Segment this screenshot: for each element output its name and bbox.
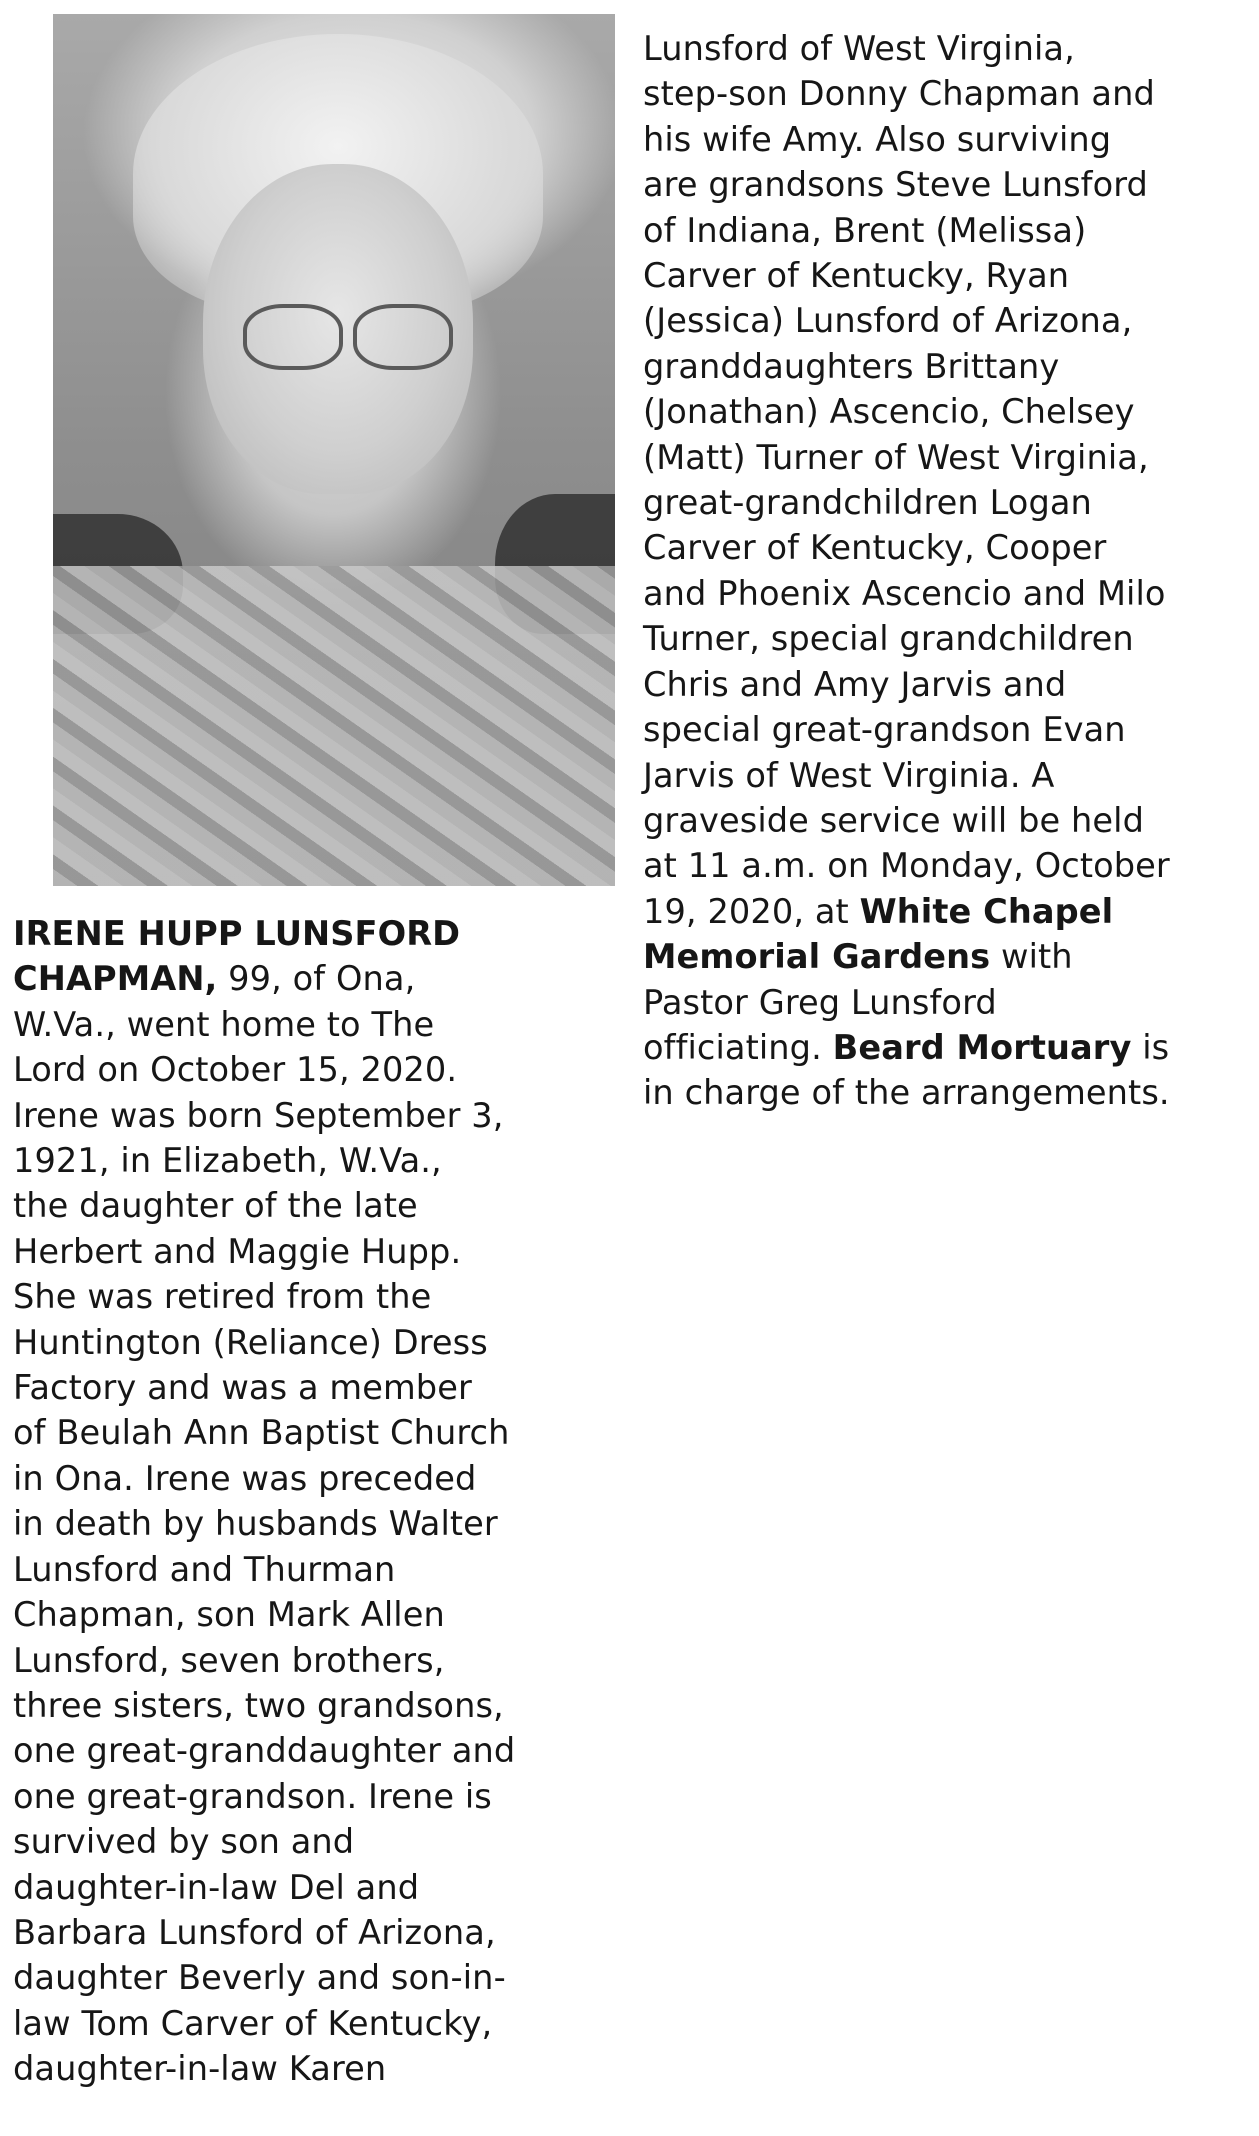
photo-glasses-left xyxy=(243,304,343,370)
obituary-body-right-3: is in charge of the arrangements. xyxy=(643,1027,1170,1113)
cemetery-name: White Chapel Memorial Gardens xyxy=(643,891,1114,977)
decedent-name: IRENE HUPP LUNSFORD CHAPMAN, xyxy=(13,914,461,999)
left-column xyxy=(13,14,583,2092)
photo-glasses-right xyxy=(353,304,453,370)
obituary-text-right xyxy=(643,26,1255,1116)
photo-clothing xyxy=(53,566,615,886)
obituary-text-left xyxy=(13,911,583,2092)
mortuary-name: Beard Mortuary xyxy=(832,1027,1132,1067)
obituary-body-right: Lunsford of West Virginia, step-son Donny Chapman and his wife Amy. Also surviving are grandsons Steve Lunsford of Indiana, Brent (Melissa) Carver of Kentucky, Ryan (Jessica) Lunsford of Arizona, granddaughters Brittany (Jonathan) Ascencio, Chelsey (Matt) Turner of West Virginia, great-grandchildren Logan Carver of Kentucky, Cooper and Phoenix Ascencio and Milo Turner, special grandchildren Chris and Amy Jarvis and special great-grandson Evan Jarvis of West Virginia. A graveside service will be held at 11 a.m. on Monday, October 19, 2020, at xyxy=(643,29,1170,931)
portrait-photo xyxy=(53,14,615,886)
obituary-body-left: 99, of Ona, W.Va., went home to The Lord on October 15, 2020. Irene was born September 3, 1921, in Elizabeth, W.Va., the daughter of the late Herbert and Maggie Hupp. She was retired from the Huntington (Reliance) Dress Factory and was a member of Beulah Ann Baptist Church in Ona. Irene was preceded in death by husbands Walter Lunsford and Thurman Chapman, son Mark Allen Lunsford, seven brothers, three sisters, two grandsons, one great-granddaughter and one great-grandson. Irene is survived by son and daughter-in-law Del and Barbara Lunsford of Arizona, daughter Beverly and son-in- law Tom Carver of Kentucky, daughter-in-law Karen xyxy=(13,959,516,2089)
right-column xyxy=(643,26,1255,1116)
obituary-body-right-2: with Pastor Greg Lunsford officiating. xyxy=(643,937,1073,1067)
